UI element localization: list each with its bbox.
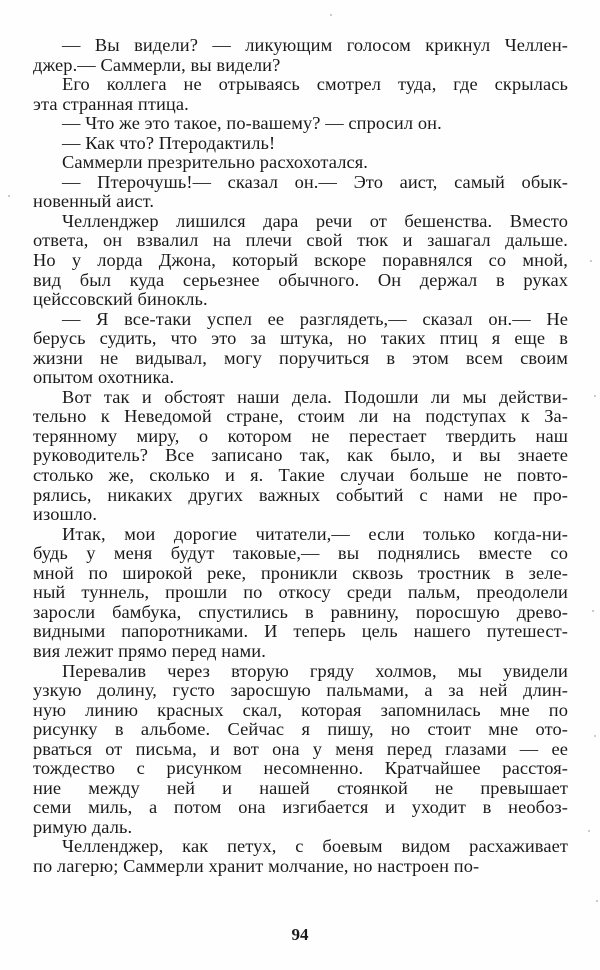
scan-speck	[594, 735, 596, 737]
text-line: Челленджер, как петух, с боевым видом расхаживает	[62, 836, 568, 857]
text-line: тождество с рисунком несомненно. Кратчайшее расстоя-	[33, 758, 568, 779]
text-line: Перевалив через вторую гряду холмов, мы увидели	[62, 660, 568, 681]
text-line: ответа, он взвалил на плечи свой тюк и зашагал дальше.	[33, 230, 568, 251]
text-line: — Как что? Птеродактиль!	[62, 132, 276, 153]
text-line: видными папоротниками. И теперь цель нашего путешест-	[33, 621, 568, 642]
text-line: новенный аист.	[33, 191, 155, 212]
text-line: узкую долину, густо заросшую пальмами, а за ней длин-	[33, 680, 568, 701]
text-line: будь у меня будут таковые,— вы поднялись вместе со	[33, 543, 568, 564]
text-line: руководитель? Все записано так, как было, и вы знаете	[33, 445, 568, 466]
paragraph	[33, 75, 568, 114]
text-line: Челленджер лишился дара речи от бешенства. Вместо	[62, 210, 568, 231]
text-line: рялись, никаких других важных событий с нами не про-	[33, 484, 568, 505]
text-line: изошло.	[33, 504, 98, 525]
paragraph	[33, 153, 568, 173]
scan-speck	[588, 830, 590, 832]
scan-speck	[592, 610, 594, 612]
scan-speck	[594, 395, 596, 397]
text-line: ный туннель, прошли по откосу среди пальм, преодолели	[33, 582, 568, 603]
text-line: берусь судить, что это за штука, но таких птиц я еще в	[33, 328, 568, 349]
text-line: тельно к Неведомой стране, стоим ли на подступах к За-	[33, 406, 568, 427]
text-line: — Что же это такое, по-вашему? — спросил он.	[62, 113, 442, 134]
text-line: римую даль.	[33, 816, 133, 837]
text-line: эта странная птица.	[33, 93, 189, 114]
paragraph	[33, 837, 568, 876]
text-line: жизни не видывал, могу поручиться в этом всем своим	[33, 347, 568, 368]
text-line: ние между ней и нашей стоянкой не превышает	[33, 777, 568, 798]
text-line: — Вы видели? — ликующим голосом крикнул Челлен-	[62, 35, 568, 55]
text-line: вид был куда серьезнее обычного. Он держал в руках	[33, 269, 568, 290]
page-body-text	[33, 36, 568, 877]
text-line: джер.— Саммерли, вы видели?	[33, 54, 281, 75]
text-line: заросли бамбука, спустились в равнину, поросшую древо-	[33, 601, 568, 622]
paragraph	[33, 173, 568, 212]
paragraph	[33, 114, 568, 134]
text-line: — Я все-таки успел ее разглядеть,— сказал он.— Не	[62, 308, 568, 329]
scan-speck	[596, 900, 598, 902]
text-line: Саммерли презрительно расхохотался.	[62, 152, 369, 173]
page-number: 94	[291, 925, 309, 944]
paragraph	[33, 388, 568, 525]
text-line: вия лежит прямо перед нами.	[33, 640, 266, 661]
text-line: мной по широкой реке, проникли сквозь тростник в зеле-	[33, 562, 568, 583]
text-line: Вот так и обстоят наши дела. Подошли ли мы действи-	[62, 386, 568, 407]
paragraph	[33, 662, 568, 838]
text-line: Итак, мои дорогие читатели,— если только когда-ни-	[62, 523, 568, 544]
text-line: ную линию красных скал, которая запомнилась мне по	[33, 699, 568, 720]
scan-speck	[8, 195, 10, 197]
text-line: цейссовский бинокль.	[33, 289, 208, 310]
text-line: Его коллега не отрываясь смотрел туда, где скрылась	[62, 74, 568, 95]
text-line: по лагерю; Саммерли хранит молчание, но настроен по-	[33, 855, 480, 876]
text-line: опытом охотника.	[33, 367, 175, 388]
paragraph	[33, 134, 568, 154]
text-line: рваться от письма, и вот она у меня перед глазами — ее	[33, 738, 568, 759]
text-line: Но у лорда Джона, который вскоре поравнялся со мной,	[33, 250, 568, 271]
text-line: семи миль, а потом она изгибается и уходит в необоз-	[33, 797, 568, 818]
text-line: — Птерочушь!— сказал он.— Это аист, самый обык-	[62, 171, 568, 192]
paragraph	[33, 36, 568, 75]
text-line: столько же, сколько и я. Такие случаи больше не повто-	[33, 465, 568, 486]
paragraph	[33, 310, 568, 388]
paragraph	[33, 525, 568, 662]
text-line: терянному миру, о котором не перестает твердить наш	[33, 425, 568, 446]
paragraph	[33, 212, 568, 310]
scan-speck	[330, 14, 332, 16]
text-line: рисунку в альбоме. Сейчас я пишу, но стоит мне ото-	[33, 719, 568, 740]
scan-speck	[590, 260, 592, 262]
